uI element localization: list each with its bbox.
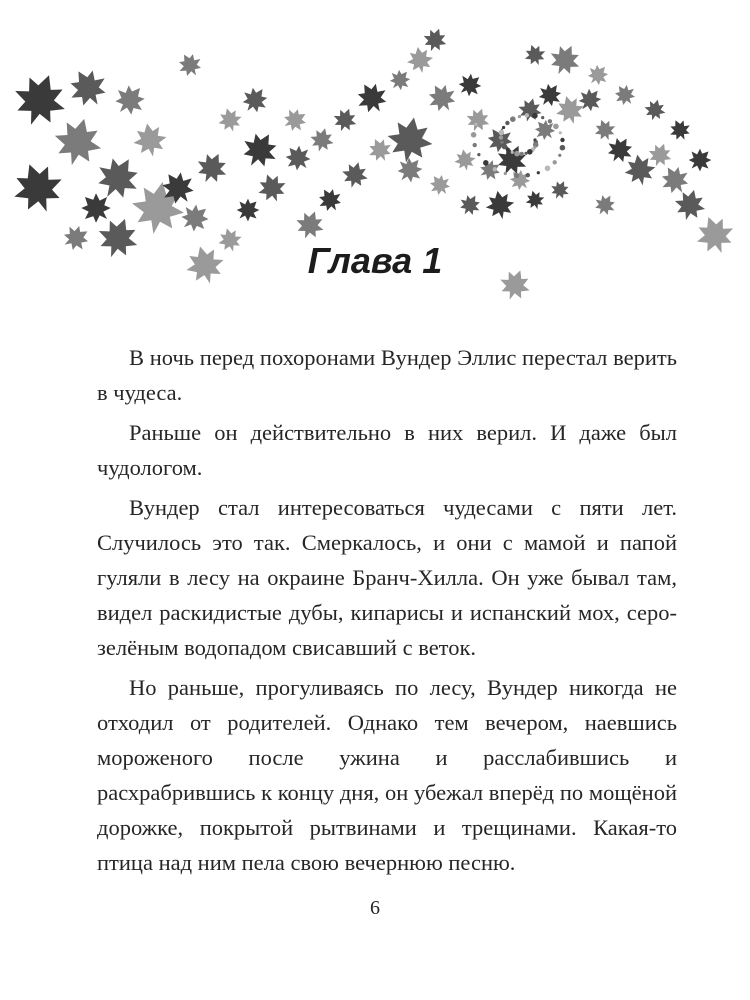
swirl-dot-icon — [502, 144, 508, 150]
swirl-dot-icon — [514, 151, 520, 157]
maple-leaf-icon — [279, 104, 312, 137]
maple-leaf-icon — [671, 186, 709, 224]
swirl-dot-icon — [510, 116, 516, 122]
swirl-dot-icon — [504, 172, 507, 175]
chapter-title: Глава 1 — [307, 240, 443, 281]
maple-leaf-icon — [6, 66, 74, 134]
maple-leaf-icon — [6, 156, 71, 221]
swirl-dot-icon — [541, 116, 544, 119]
maple-leaf-icon — [174, 49, 207, 82]
paragraph: Но раньше, прогуливаясь по лесу, Вундер никогда не отходил от родителей. Однако тем вечером, наевшись мороженого после ужина и расслабившись и расхрабрившись к концу дня, он убежал вперёд по мощёной дорожке, покрытой рытвинами и трещинами. Какая-то птица над ним пела свою вечернюю песню. — [97, 675, 677, 875]
maple-leaf-icon — [453, 68, 487, 102]
swirl-dot-icon — [548, 119, 552, 123]
maple-leaf-icon — [591, 116, 619, 144]
swirl-dot-icon — [560, 138, 564, 142]
swirl-dot-icon — [559, 131, 562, 134]
swirl-dot-icon — [473, 143, 477, 147]
swirl-dot-icon — [518, 115, 521, 118]
body-text — [97, 340, 677, 880]
maple-leaf-icon — [237, 82, 274, 119]
maple-leaf-icon — [463, 105, 494, 136]
swirl-dot-icon — [483, 160, 489, 166]
paragraph: Вундер стал интересоваться чудесами с пяти лет. Случилось это так. Смеркалось, и они с мамой и папой гуляли в лесу на окраине Бранч-Хилла. Он уже бывал там, видел раскидистые дубы, кипарисы и испанский мох, серо-зелёным водопадом свисавший с веток. — [97, 495, 677, 660]
maple-leaf-icon — [254, 170, 291, 207]
maple-leaf-icon — [590, 190, 620, 220]
swirl-dot-icon — [514, 173, 520, 179]
paragraph: В ночь перед похоронами Вундер Эллис перестал верить в чудеса. — [97, 345, 677, 405]
maple-leaf-icon — [384, 114, 437, 167]
maple-leaf-icon — [292, 207, 329, 244]
maple-leaf-icon — [215, 105, 244, 134]
maple-leaf-icon — [231, 193, 265, 227]
maple-leaf-icon — [391, 151, 428, 188]
maple-leaf-icon — [552, 92, 587, 127]
maple-leaf-icon — [547, 177, 573, 203]
maple-leaf-icon — [62, 62, 114, 114]
maple-leaf-icon — [655, 160, 694, 199]
maple-leaf-icon — [49, 113, 108, 172]
maple-leaf-icon — [521, 41, 549, 69]
maple-leaf-icon — [279, 139, 316, 176]
maple-leaf-icon — [108, 78, 152, 122]
maple-leaf-icon — [339, 159, 371, 191]
maple-leaf-icon — [364, 134, 396, 166]
swirl-dot-icon — [527, 149, 533, 155]
swirl-dot-icon — [520, 152, 524, 156]
maple-leaf-icon — [175, 198, 216, 239]
maple-leaf-icon — [544, 39, 585, 80]
swirl-dot-icon — [545, 166, 551, 172]
swirl-dot-icon — [499, 135, 503, 139]
maple-leaf-icon — [573, 83, 607, 117]
maple-leaf-icon — [483, 188, 516, 221]
maple-leaf-icon — [420, 25, 451, 56]
swirl-dot-icon — [493, 167, 497, 171]
swirl-dot-icon — [500, 141, 503, 144]
maple-leaf-icon — [645, 140, 676, 171]
maple-leaf-icon — [452, 147, 477, 172]
maple-leaf-icon — [191, 147, 232, 188]
swirl-dot-icon — [471, 132, 477, 138]
swirl-dot-icon — [477, 153, 480, 156]
maple-leaf-icon — [425, 170, 455, 200]
maple-leaf-icon — [475, 155, 505, 185]
paragraph: Раньше он действительно в них верил. И даже был чудологом. — [97, 420, 677, 480]
swirl-dot-icon — [532, 113, 538, 119]
maple-leaf-icon — [314, 184, 347, 217]
swirl-dot-icon — [524, 152, 527, 155]
swirl-dot-icon — [537, 171, 540, 174]
swirl-dot-icon — [560, 145, 566, 151]
maple-leaf-icon — [307, 125, 336, 154]
maple-leaf-icon — [455, 190, 485, 220]
maple-leaf-icon — [385, 65, 415, 95]
maple-leaf-icon — [330, 105, 361, 136]
maple-leaf-icon — [666, 116, 695, 145]
maple-leaf-icon — [683, 143, 717, 177]
maple-leaf-icon — [610, 80, 640, 110]
swirl-dot-icon — [511, 151, 514, 154]
swirl-dot-icon — [553, 124, 559, 130]
maple-leaf-icon — [583, 60, 613, 90]
maple-leaf-icon — [523, 188, 547, 212]
maple-leaf-icon — [642, 97, 668, 123]
swirl-dot-icon — [474, 123, 477, 126]
maple-leaf-icon — [515, 95, 544, 124]
swirl-dot-icon — [502, 126, 505, 129]
swirl-dot-icon — [499, 130, 505, 136]
page-number: 6 — [370, 897, 380, 919]
maple-leaf-icon — [131, 121, 170, 160]
maple-leaf-icon — [351, 77, 394, 120]
swirl-dot-icon — [525, 113, 529, 117]
maple-leaf-icon — [422, 78, 461, 117]
swirl-dot-icon — [553, 160, 557, 164]
maple-leaf-icon — [405, 45, 436, 76]
maple-leaf-icon — [235, 125, 284, 174]
swirl-dot-icon — [526, 173, 530, 177]
swirl-dot-icon — [558, 154, 561, 157]
swirl-dot-icon — [505, 121, 509, 125]
